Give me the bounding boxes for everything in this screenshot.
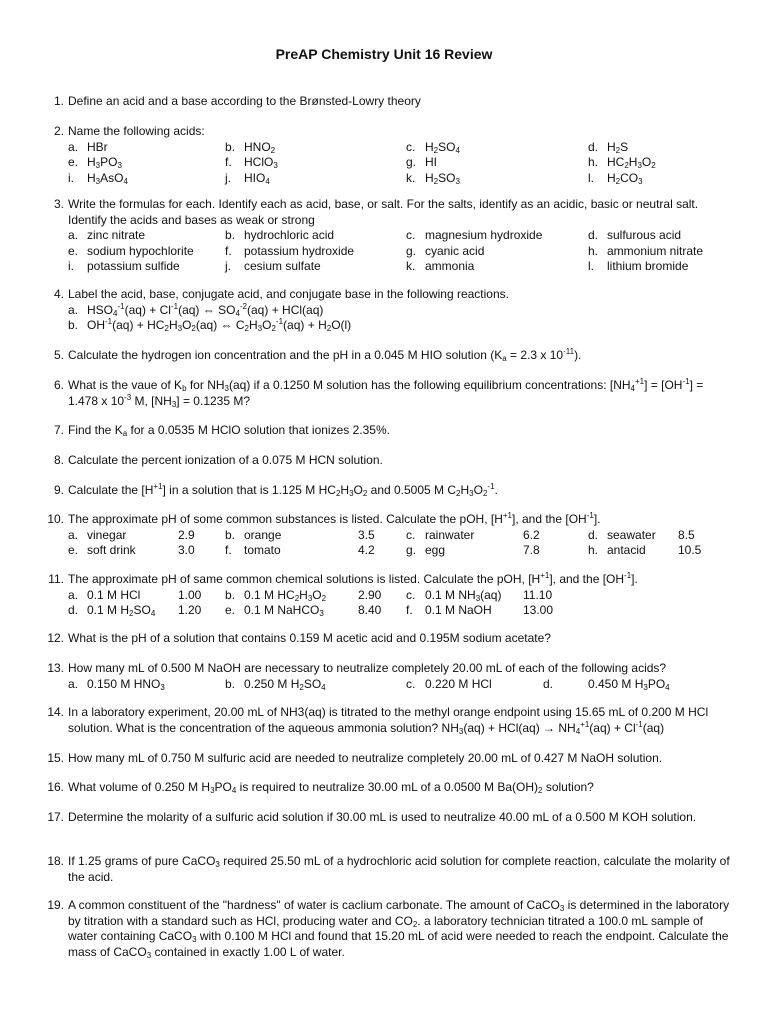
- item-cell: $HC_2H_3O_2$: [607, 155, 656, 170]
- item-cell: 0.250 M $H_2SO_4$: [244, 676, 326, 692]
- item-cell: b.: [225, 587, 236, 602]
- item-cell: 2.90: [358, 587, 382, 602]
- item-cell: b.: [225, 527, 236, 542]
- item-cell: h.: [588, 155, 599, 169]
- item-cell: f.: [406, 603, 413, 617]
- item-cell: 0.150 M $HNO_3$: [87, 676, 165, 692]
- item-cell: d.: [588, 228, 599, 242]
- item-cell: rainwater: [425, 527, 475, 542]
- item-cell: $H_3PO_3$: [87, 155, 122, 170]
- item-row: [68, 303, 734, 319]
- question-10: 10. The approximate pH of some common substances is listed. Calculate the pOH, $[H^{+1}]$, and the $[OH^{-1}]$. a. vinegar 2.9 b. orange 3.5 c. rainwater 6.2 d. seawater 8.5 e. soft drink 3.0 f. tomato 4.2 g. egg 7.8 h. antacid 10.5: [44, 512, 734, 559]
- item-cell: 0.1 M HCl: [87, 587, 141, 602]
- item-cell: hydrochloric acid: [244, 228, 335, 242]
- item-cell: a.: [68, 302, 79, 317]
- item-cell: 11.10: [523, 587, 553, 602]
- item-cell: 0.1 M $HC_2H_3O_2$: [244, 587, 327, 603]
- item-cell: e.: [68, 155, 79, 169]
- question-12: 12. What is the pH of a solution that contains 0.159 M acetic acid and 0.195M sodium acetate?: [47, 631, 551, 645]
- item-cell: k.: [406, 259, 416, 273]
- item-cell: 0.1 M NaHCO$_3$: [244, 603, 324, 618]
- question-14: 14. In a laboratory experiment, 20.00 mL of NH3(aq) is titrated to the methyl orange endpoint using 15.65 mL of 0.200 M HCl solution. What is the concentration of the aqueous ammonia solution? $NH_3(aq) + HCl(aq) \to NH_4^{+1}(aq) + Cl^{-1}(aq)$: [47, 705, 709, 736]
- item-cell: g.: [406, 543, 417, 557]
- item-cell: f.: [225, 155, 232, 169]
- item-cell: a.: [68, 676, 79, 691]
- item-row: [68, 228, 734, 244]
- item-cell: h.: [588, 243, 599, 258]
- item-cell: vinegar: [87, 527, 127, 542]
- item-cell: d.: [588, 527, 599, 542]
- item-cell: c.: [406, 676, 416, 691]
- item-cell: b.: [225, 676, 236, 691]
- item-cell: g.: [406, 243, 417, 258]
- item-cell: c.: [406, 139, 416, 154]
- q3-item-list: [44, 228, 734, 275]
- item-cell: l.: [588, 259, 594, 273]
- item-cell: tomato: [244, 543, 281, 557]
- q11-item-list: [44, 588, 734, 619]
- item-cell: c.: [406, 587, 416, 602]
- question-6: 6. What is the vaue of $K_b$ for $NH_3(aq)$ if a 0.1250 M solution has the following equilibrium concentrations: $[NH_4^{+1}] = [OH^{-1}] = 1.478$ x $10^{-3}$ M, $[NH_3] = 0.1235$ M?: [53, 377, 704, 409]
- item-cell: 10.5: [678, 543, 702, 557]
- item-row: [68, 140, 734, 156]
- item-cell: i.: [68, 170, 74, 185]
- item-cell: a.: [68, 587, 79, 602]
- question-9: 9. Calculate the $[H^{+1}]$ in a solution that is 1.125 M $HC_2H_3O_2$ and 0.5005 M $C_2H_3O_2^{-1}$.: [53, 482, 498, 498]
- item-cell: $H_2S$: [607, 139, 629, 155]
- item-cell: j.: [225, 170, 231, 185]
- item-cell: ammonia: [425, 259, 475, 273]
- item-cell: potassium sulfide: [87, 259, 180, 273]
- item-cell: d.: [68, 603, 79, 617]
- item-cell: soft drink: [87, 543, 136, 557]
- item-cell: 3.5: [358, 527, 375, 542]
- question-7: 7. Find the $K_a$ for a 0.0535 M HClO solution that ionizes 2.35%.: [53, 423, 390, 438]
- item-cell: e.: [68, 543, 79, 557]
- item-cell: f.: [225, 543, 232, 557]
- item-cell: a.: [68, 139, 79, 154]
- question-3: 3. Write the formulas for each. Identify each as acid, base, or salt. For the salts, identify as an acidic, basic or neutral salt. Identify the acids and bases as weak or strong a. zinc nitrate b. hydrochloric acid c. magnesium hydroxide d. sulfurous acid e. sodium hypochlorite f. potassium hydroxide g. cyanic acid h. ammonium nitrate i. potassium sulfide j. cesium sulfate k. ammonia l. lithium bromide: [44, 197, 734, 275]
- item-cell: $HSO_4^{-1}(aq) + Cl^{-1}(aq)$ ⇔ $SO_4^{-2}(aq) + HCl(aq)$: [87, 301, 324, 318]
- item-cell: ammonium nitrate: [607, 243, 704, 258]
- item-cell: potassium hydroxide: [244, 243, 355, 258]
- item-row: [68, 588, 734, 604]
- item-cell: 13.00: [523, 603, 554, 617]
- question-13: 13. How many mL of 0.500 M NaOH are necessary to neutralize completely 20.00 mL of each of the following acids? a. 0.150 M $HNO_3$ b. 0.250 M $H_2SO_4$ c. 0.220 M HCl d. 0.450 M $H_3PO_4$: [44, 661, 734, 692]
- item-cell: h.: [588, 543, 599, 557]
- question-18: 18. If 1.25 grams of pure CaCO$_3$ required 25.50 mL of a hydrochloric acid solution for complete reaction, calculate the molarity of the acid.: [47, 854, 730, 884]
- item-cell: b.: [68, 318, 79, 332]
- item-row: [68, 318, 734, 334]
- item-cell: c.: [406, 527, 416, 542]
- item-cell: $H_2SO_4$: [425, 139, 460, 155]
- item-cell: 4.2: [358, 543, 375, 557]
- item-cell: e.: [225, 603, 236, 617]
- item-cell: $HNO_2$: [244, 139, 276, 155]
- item-cell: seawater: [607, 527, 656, 542]
- q4-reaction-list: [44, 303, 734, 334]
- item-cell: f.: [225, 243, 232, 258]
- item-cell: b.: [225, 228, 236, 242]
- item-cell: e.: [68, 243, 79, 258]
- item-cell: magnesium hydroxide: [425, 228, 543, 242]
- item-cell: k.: [406, 170, 416, 185]
- question-11: 11. The approximate pH of same common chemical solutions is listed. Calculate the pOH, $[H^{+1}]$, and the $[OH^{-1}]$. a. 0.1 M HCl 1.00 b. 0.1 M $HC_2H_3O_2$ 2.90 c. 0.1 M $NH_3(aq)$ 11.10 d. 0.1 M $H_2SO_4$ 1.20 e. 0.1 M NaHCO$_3$ 8.40 f. 0.1 M NaOH 13.00: [44, 572, 734, 619]
- item-cell: a.: [68, 228, 79, 242]
- item-cell: 2.9: [178, 527, 195, 542]
- q13-item-list: [44, 677, 734, 693]
- item-cell: i.: [68, 259, 74, 273]
- item-cell: HClO$_3$: [244, 155, 278, 170]
- question-1: 1. Define an acid and a base according to the Brønsted-Lowry theory: [53, 94, 421, 108]
- item-cell: 0.1 M $H_2SO_4$: [87, 603, 156, 618]
- item-cell: $OH^{-1}(aq) + HC_2H_3O_2(aq)$ ⇔ $C_2H_3O_2^{-1}(aq) + H_2O(l)$: [87, 317, 352, 333]
- q10-item-list: [44, 528, 734, 559]
- item-cell: j.: [225, 259, 231, 273]
- item-cell: $H_3AsO_4$: [87, 170, 128, 186]
- item-row: [68, 543, 734, 559]
- item-cell: 8.40: [358, 603, 382, 617]
- question-19: 19. A common constituent of the "hardness" of water is caclium carbonate. The amount of CaCO$_3$ is determined in the laboratory by titration with a standard such as HCl, producing water and $CO_2$. a laboratory technician titrated a 100.0 mL sample of water containing CaCO$_3$ with 0.100 M HCl and found that 15.20 mL of acid were needed to reach the endpoint. Calculate the mass of CaCO$_3$ contained in exactly 1.00 L of water.: [47, 898, 730, 960]
- item-row: [68, 259, 734, 275]
- item-row: [68, 528, 734, 544]
- question-16: 16. What volume of 0.250 M $H_3PO_4$ is required to neutralize 30.00 mL of a 0.0500 M $Ba(OH)_2$ solution?: [47, 780, 594, 795]
- page-title: PreAP Chemistry Unit 16 Review: [275, 46, 493, 62]
- item-cell: c.: [406, 228, 416, 242]
- question-8: 8. Calculate the percent ionization of a 0.075 M HCN solution.: [53, 453, 383, 467]
- item-cell: egg: [425, 543, 446, 557]
- item-cell: b.: [225, 139, 236, 154]
- item-cell: sodium hypochlorite: [87, 243, 194, 258]
- item-cell: d.: [543, 676, 554, 691]
- item-cell: 3.0: [178, 543, 195, 557]
- question-5: 5. Calculate the hydrogen ion concentration and the pH in a 0.045 M HIO solution ($K_a = 2.3$ x $10^{-11}$).: [53, 347, 582, 363]
- item-cell: $H_2SO_3$: [425, 170, 460, 186]
- q2-item-list: [44, 140, 734, 187]
- item-row: [68, 244, 734, 260]
- item-cell: HI: [425, 155, 437, 169]
- item-cell: 0.220 M HCl: [425, 676, 492, 691]
- item-cell: sulfurous acid: [607, 228, 682, 242]
- question-17: 17. Determine the molarity of a sulfuric acid solution if 30.00 mL is used to neutralize 40.00 mL of a 0.500 M KOH solution.: [47, 810, 697, 824]
- item-cell: 0.1 M NaOH: [425, 603, 492, 617]
- item-row: [68, 677, 734, 693]
- item-cell: 0.450 M $H_3PO_4$: [588, 676, 670, 692]
- item-cell: lithium bromide: [607, 259, 689, 273]
- item-cell: 8.5: [678, 527, 695, 542]
- item-cell: cyanic acid: [425, 243, 485, 258]
- item-cell: 6.2: [523, 527, 540, 542]
- item-cell: 1.00: [178, 587, 202, 602]
- item-cell: HBr: [87, 139, 108, 154]
- item-cell: cesium sulfate: [244, 259, 321, 273]
- item-cell: 1.20: [178, 603, 202, 617]
- item-cell: a.: [68, 527, 79, 542]
- item-cell: 7.8: [523, 543, 540, 557]
- item-cell: g.: [406, 155, 417, 169]
- item-cell: $H_2CO_3$: [607, 170, 643, 186]
- item-cell: antacid: [607, 543, 646, 557]
- item-cell: 0.1 M $NH_3(aq)$: [425, 587, 502, 603]
- item-cell: l.: [588, 170, 594, 185]
- item-row: [68, 171, 734, 187]
- question-4: 4. Label the acid, base, conjugate acid, and conjugate base in the following reactions. a. $HSO_4^{-1}(aq) + Cl^{-1}(aq)$ ⇔ $SO_4^{-2}(aq) + HCl(aq)$ b. $OH^{-1}(aq) + HC_2H_3O_2(aq)$ ⇔ $C_2H_3O_2^{-1}(aq) + H_2O(l)$: [44, 287, 734, 334]
- item-cell: $HIO_4$: [244, 170, 270, 186]
- item-row: [68, 155, 734, 171]
- question-2: 2. Name the following acids: a. HBr b. $HNO_2$ c. $H_2SO_4$ d. $H_2S$ e. $H_3PO_3$ f. HClO$_3$ g. HI h. $HC_2H_3O_2$ i. $H_3AsO_4$ j. $HIO_4$ k. $H_2SO_3$ l. $H_2CO_3$: [44, 124, 734, 186]
- item-cell: orange: [244, 527, 282, 542]
- question-15: 15. How many mL of 0.750 M sulfuric acid are needed to neutralize completely 20.00 mL of 0.427 M NaOH solution.: [47, 751, 663, 765]
- item-row: [68, 603, 734, 619]
- item-cell: zinc nitrate: [87, 228, 146, 242]
- item-cell: d.: [588, 139, 599, 154]
